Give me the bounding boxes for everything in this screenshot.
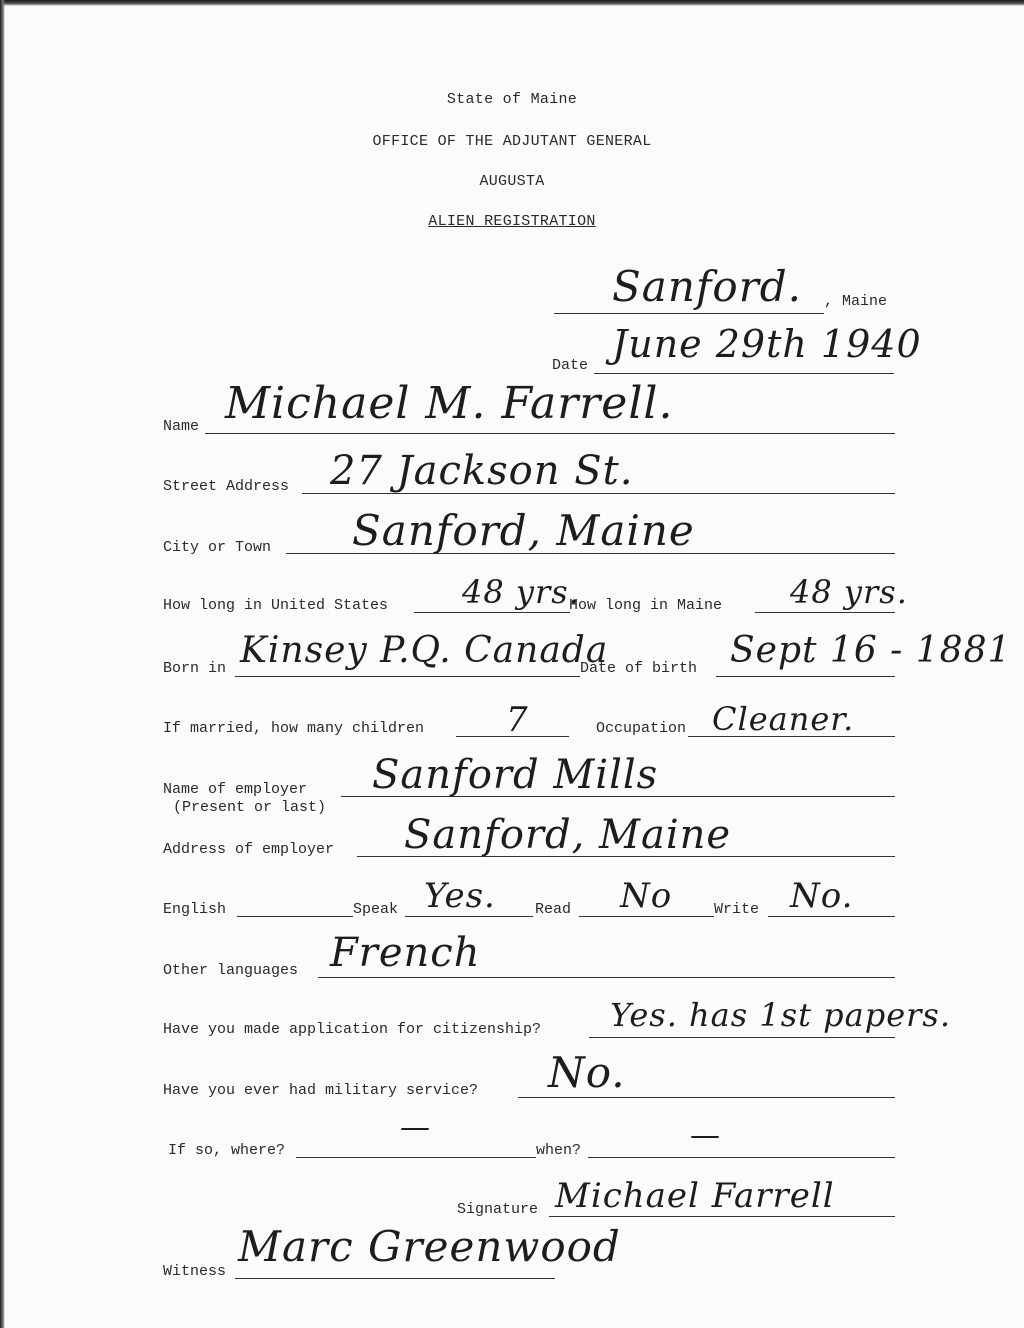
when-line [588,1157,895,1158]
read-value: No [620,876,673,916]
header-office: OFFICE OF THE ADJUTANT GENERAL [372,133,652,150]
city-label: City or Town [163,539,272,556]
header-title: ALIEN REGISTRATION [428,213,596,230]
date-line [594,373,894,374]
header-state: State of Maine [446,91,578,108]
place-value: Sanford. [612,262,803,311]
city-value: Sanford, Maine [352,506,695,555]
born-line [235,676,580,677]
employer-address-label: Address of employer [163,841,335,858]
signature-line [549,1216,895,1217]
place-suffix: , Maine [824,293,888,310]
other-languages-label: Other languages [163,962,299,979]
citizenship-value: Yes. has 1st papers. [610,996,952,1034]
occupation-value: Cleaner. [712,700,855,738]
where-label: If so, where? [168,1142,286,1159]
when-label: when? [536,1142,582,1159]
date-label: Date [552,357,589,374]
name-label: Name [163,418,200,435]
scan-edge-left [0,0,5,1328]
street-label: Street Address [163,478,290,495]
scan-edge-top [0,0,1024,6]
when-value: — [690,1118,721,1153]
us-years-value: 48 yrs. [462,573,580,611]
military-line [518,1097,895,1098]
birth-date-value: Sept 16 - 1881 [730,630,1012,671]
name-line [205,433,895,434]
birth-date-line [716,676,895,677]
children-label: If married, how many children [163,720,425,737]
maine-years-value: 48 yrs. [790,573,908,611]
citizenship-label: Have you made application for citizenship? [163,1021,542,1038]
signature-value: Michael Farrell [555,1176,835,1216]
witness-line [235,1278,555,1279]
english-label: English [163,901,227,918]
other-languages-line [318,977,895,978]
maine-years-label: How long in Maine [569,597,723,614]
military-value: No. [548,1048,626,1097]
born-label: Born in [163,660,227,677]
write-line [768,916,895,917]
speak-line [405,916,533,917]
birth-date-label: Date of birth [580,660,698,677]
occupation-label: Occupation [596,720,687,737]
where-line [296,1157,536,1158]
write-value: No. [790,876,854,916]
employer-address-value: Sanford, Maine [404,812,732,858]
maine-years-line [755,612,895,613]
date-value: June 29th 1940 [612,322,922,366]
employer-value: Sanford Mills [372,752,659,798]
place-line [554,313,824,314]
read-line [579,916,714,917]
signature-label: Signature [457,1201,539,1218]
speak-value: Yes. [424,876,496,916]
header-city: AUGUSTA [479,173,545,190]
employer-label: Name of employer [163,781,308,798]
military-label: Have you ever had military service? [163,1082,479,1099]
employer-sublabel: (Present or last) [173,799,327,816]
witness-value: Marc Greenwood [238,1222,621,1271]
born-value: Kinsey P.Q. Canada [240,630,609,671]
name-value: Michael M. Farrell. [225,378,674,429]
other-languages-value: French [330,930,481,976]
witness-label: Witness [163,1263,227,1280]
english-line [237,916,353,917]
us-years-line [414,612,570,613]
citizenship-line [589,1037,895,1038]
write-label: Write [714,901,760,918]
us-years-label: How long in United States [163,597,389,614]
where-value: — [400,1110,431,1145]
speak-label: Speak [353,901,399,918]
street-value: 27 Jackson St. [330,448,634,494]
read-label: Read [535,901,572,918]
children-value: 7 [506,700,529,740]
